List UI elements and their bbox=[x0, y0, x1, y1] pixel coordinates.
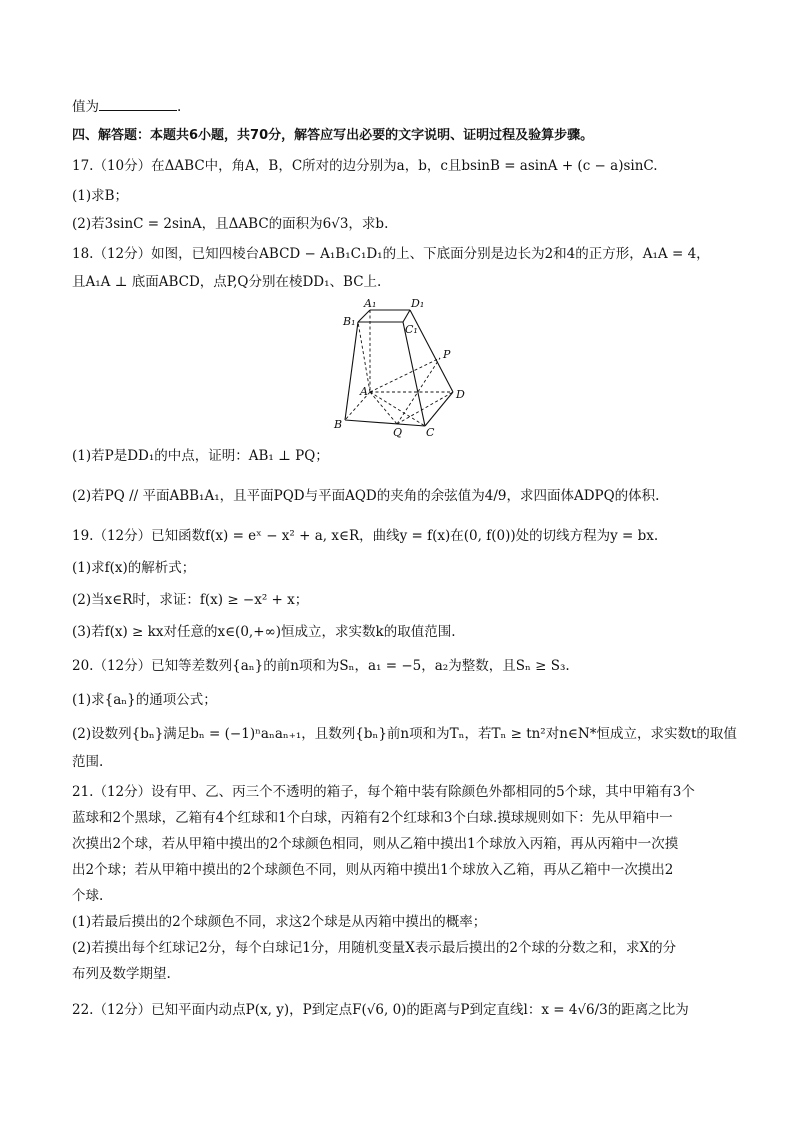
q21-stem-2: 蓝球和2个黑球，乙箱有4个红球和1个白球，丙箱有2个红球和3个白球.摸球规则如下：先从甲箱中一 bbox=[72, 810, 673, 826]
label-C1: C₁ bbox=[405, 323, 418, 336]
q19-stem: 19.（12分）已知函数f(x) = eˣ − x² + a, x∈R，曲线y = f(x)在(0, f(0))处的切线方程为y = bx. bbox=[72, 528, 659, 544]
answer-blank[interactable] bbox=[99, 96, 177, 111]
q19-part2: (2)当x∈R时，求证：f(x) ≥ −x² + x； bbox=[72, 592, 309, 608]
label-D: D bbox=[456, 388, 465, 401]
q20-part1: (1)求{aₙ}的通项公式； bbox=[72, 692, 217, 708]
label-C: C bbox=[426, 426, 435, 438]
frustum-figure bbox=[325, 296, 475, 438]
label-B: B bbox=[334, 418, 343, 431]
q21-part1: (1)若最后摸出的2个球颜色不同，求这2个球是从丙箱中摸出的概率； bbox=[72, 914, 487, 930]
q22-stem: 22.（12分）已知平面内动点P(x, y)，P到定点F(√6, 0)的距离与P到定直线l：x = 4√6/3的距离之比为 bbox=[72, 1002, 689, 1018]
q20-part2: (2)设数列{bₙ}满足bₙ = (−1)ⁿaₙaₙ₊₁，且数列{bₙ}前n项和为Tₙ，若Tₙ ≥ tn²对n∈N*恒成立，求实数t的取值 bbox=[72, 726, 737, 742]
label-A: A bbox=[360, 385, 368, 398]
q21-stem-5: 个球. bbox=[72, 888, 104, 904]
q19-part1: (1)求f(x)的解析式； bbox=[72, 560, 196, 576]
q18-part2: (2)若PQ // 平面ABB₁A₁，且平面PQD与平面AQD的夹角的余弦值为4/9，求四面体ADPQ的体积. bbox=[72, 488, 660, 504]
q17-stem: 17.（10分）在ΔABC中，角A，B，C所对的边分别为a，b，c且bsinB = asinA + (c − a)sinC. bbox=[72, 158, 658, 174]
q17-part2: (2)若3sinC = 2sinA，且ΔABC的面积为6√3，求b. bbox=[72, 216, 389, 232]
label-D1: D₁ bbox=[411, 297, 425, 310]
q19-part3: (3)若f(x) ≥ kx对任意的x∈(0,+∞)恒成立，求实数k的取值范围. bbox=[72, 624, 456, 640]
q21-stem-3: 次摸出2个球，若从甲箱中摸出的2个球颜色相同，则从乙箱中摸出1个球放入丙箱，再从丙箱中一次摸 bbox=[72, 836, 679, 852]
q18-stem-cont: 且A₁A ⊥ 底面ABCD，点P,Q分别在棱DD₁、BC上. bbox=[72, 274, 382, 290]
q21-part2: (2)若摸出每个红球记2分，每个白球记1分，用随机变量X表示最后摸出的2个球的分数之和，求X的分 bbox=[72, 940, 677, 956]
label-Q: Q bbox=[393, 426, 403, 438]
q17-part1: (1)求B； bbox=[72, 188, 129, 204]
section-heading: 四、解答题：本题共6小题，共70分，解答应写出必要的文字说明、证明过程及验算步骤。 bbox=[72, 128, 594, 143]
q20-stem: 20.（12分）已知等差数列{aₙ}的前n项和为Sₙ，a₁ = −5，a₂为整数，且Sₙ ≥ S₃. bbox=[72, 658, 570, 674]
q21-stem-1: 21.（12分）设有甲、乙、丙三个不透明的箱子，每个箱中装有除颜色外都相同的5个球，其中甲箱有3个 bbox=[72, 784, 695, 800]
q18-stem: 18.（12分）如图，已知四棱台ABCD − A₁B₁C₁D₁的上、下底面分别是边长为2和4的正方形，A₁A = 4， bbox=[72, 246, 710, 262]
q21-stem-4: 出2个球；若从甲箱中摸出的2个球颜色不同，则从丙箱中摸出1个球放入乙箱，再从乙箱中一次摸出2 bbox=[72, 862, 674, 878]
label-B1: B₁ bbox=[343, 315, 356, 328]
label-P: P bbox=[443, 348, 451, 361]
q21-part2-cont: 布列及数学期望. bbox=[72, 966, 171, 982]
q20-part2-cont: 范围. bbox=[72, 754, 104, 770]
answer-blank-line: 值为 . bbox=[72, 96, 732, 117]
q18-part1: (1)若P是DD₁的中点，证明：AB₁ ⊥ PQ； bbox=[72, 448, 329, 464]
label-A1: A₁ bbox=[364, 297, 377, 310]
